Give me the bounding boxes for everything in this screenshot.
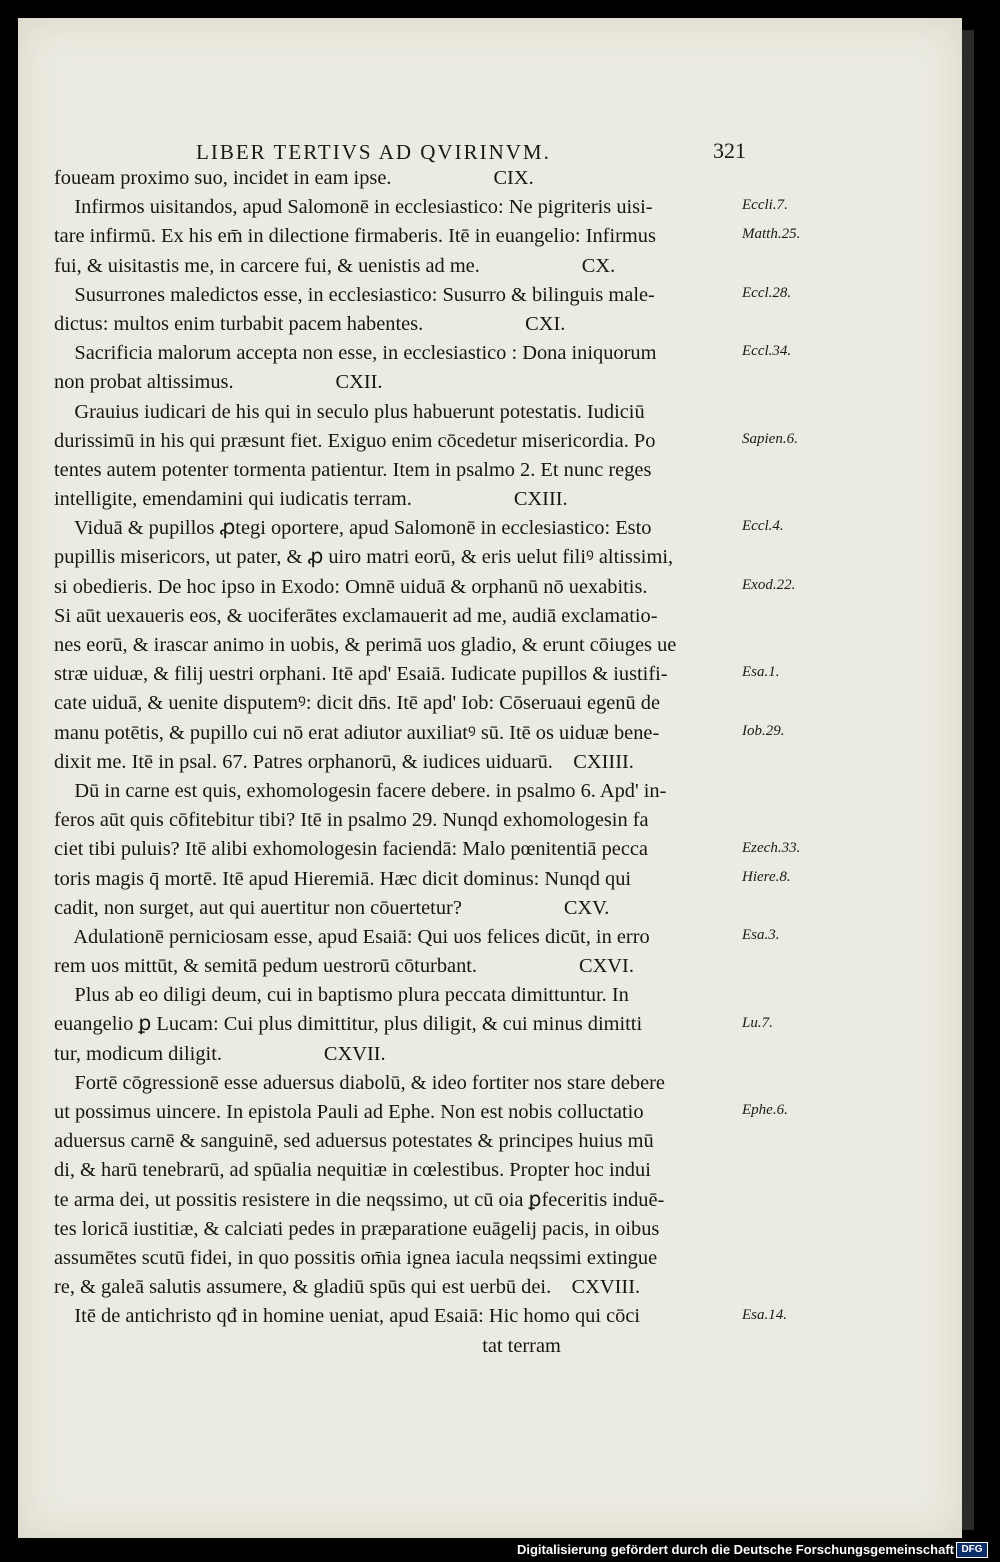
text-line: tat terram [54, 1334, 561, 1357]
margin-reference: Matth.25. [742, 226, 801, 243]
text-line: aduersus carnē & sanguinē, sed aduersus potestates & principes huius mū [54, 1130, 654, 1153]
text-line: cate uiduā, & uenite disputemꝰ: dicit dn̄s. Itē apd' Iob: Cōseruaui egenū de [54, 692, 661, 715]
text-line: Viduā & pupillos ꝓtegi oportere, apud Salomonē in ecclesiastico: Esto [54, 517, 652, 540]
margin-reference: Eccl.34. [742, 343, 792, 360]
text-line: assumētes scutū fidei, in quo possitis om̄ia ignea iacula neqssimi extingue [54, 1246, 658, 1269]
text-line: pupillis misericors, ut pater, & ꝓ uiro matri eorū, & eris uelut filiꝰ altissimi, [54, 546, 674, 569]
text-block [54, 164, 744, 1361]
page-edge-shadow [962, 30, 974, 1530]
page-header [178, 130, 778, 166]
text-line: feros aūt quis cōfitebitur tibi? Itē in psalmo 29. Nunqd exhomologesin fa [54, 809, 649, 832]
text-line: intelligite, emendamini qui iudicatis terram. CXIII. [54, 488, 568, 511]
text-line: Fortē cōgressionē esse aduersus diabolū, & ideo fortiter nos stare debere [54, 1071, 665, 1094]
text-line: euangelio ꝑ Lucam: Cui plus dimittitur, plus diligit, & cui minus dimitti [54, 1013, 643, 1036]
text-line: di, & harū tenebrarū, ad spūalia nequitiæ in cœlestibus. Propter hoc indui [54, 1159, 651, 1182]
margin-reference: Ezech.33. [742, 839, 801, 856]
text-line: ciet tibi puluis? Itē alibi exhomologesin faciendā: Malo pœnitentiā pecca [54, 838, 648, 861]
margin-reference: Esa.14. [742, 1306, 787, 1323]
text-line: tentes autem potenter tormenta patientur. Item in psalmo 2. Et nunc reges [54, 458, 652, 481]
text-line: toris magis q̄ mortē. Itē apud Hieremiā. Hæc dicit dominus: Nunqd qui [54, 867, 632, 890]
text-line: rem uos mittūt, & semitā pedum uestrorū cōturbant. CXVI. [54, 955, 634, 978]
text-line: Dū in carne est quis, exhomologesin facere debere. in psalmo 6. Apd' in- [54, 779, 667, 802]
text-line: Adulationē perniciosam esse, apud Esaiā: Qui uos felices dicūt, in erro [54, 925, 650, 948]
margin-reference: Iob.29. [742, 722, 785, 739]
text-line: stræ uiduæ, & filij uestri orphani. Itē apd' Esaiā. Iudicate pupillos & iustifi- [54, 663, 668, 686]
book-page [18, 18, 962, 1538]
text-line: tare infirmū. Ex his em̄ in dilectione firmaberis. Itē in euangelio: Infirmus [54, 225, 656, 248]
dfg-logo: DFG [956, 1542, 988, 1558]
margin-reference: Lu.7. [742, 1014, 773, 1031]
page-number: 321 [713, 138, 746, 163]
digitization-credit: Digitalisierung gefördert durch die Deutsche Forschungsgemeinschaft [516, 1542, 954, 1557]
text-line: durissimū in his qui præsunt fiet. Exiguo enim cōcedetur misericordia. Po [54, 429, 656, 452]
margin-reference: Eccl.28. [742, 284, 792, 301]
text-line: ut possimus uincere. In epistola Pauli ad Ephe. Non est nobis colluctatio [54, 1101, 644, 1123]
margin-reference: Eccl.4. [742, 518, 784, 535]
text-line: Itē de antichristo qđ in homine ueniat, apud Esaiā: Hic homo qui cōci [54, 1305, 641, 1328]
text-line: tur, modicum diligit. CXVII. [54, 1042, 386, 1065]
text-line: Sacrificia malorum accepta non esse, in ecclesiastico : Dona iniquorum [54, 342, 657, 365]
text-line: Si aūt uexaueris eos, & uociferātes exclamauerit ad me, audiā exclamatio- [54, 604, 658, 627]
text-line: fui, & uisitastis me, in carcere fui, & uenistis ad me. CX. [54, 254, 616, 277]
text-line: Infirmos uisitandos, apud Salomonē in ecclesiastico: Ne pigriteris uisi- [54, 196, 653, 219]
margin-reference: Esa.3. [742, 927, 780, 944]
text-line: foueam proximo suo, incidet in eam ipse. CIX. [54, 167, 534, 189]
footer-bar [0, 1538, 1000, 1562]
text-line: cadit, non surget, aut qui auertitur non cōuertetur? CXV. [54, 896, 610, 919]
margin-reference: Eccli.7. [742, 197, 788, 214]
margin-reference: Exod.22. [742, 576, 796, 593]
text-line: dictus: multos enim turbabit pacem habentes. CXI. [54, 312, 566, 335]
margin-reference: Ephe.6. [742, 1102, 788, 1119]
margin-reference: Hiere.8. [742, 868, 791, 885]
margin-reference: Sapien.6. [742, 430, 798, 447]
text-line: re, & galeā salutis assumere, & gladiū spūs qui est uerbū dei. CXVIII. [54, 1276, 641, 1299]
text-line: te arma dei, ut possitis resistere in die neqssimo, ut cū oia ꝑfeceritis induē- [54, 1188, 665, 1211]
text-line: dixit me. Itē in psal. 67. Patres orphanorū, & iudices uiduarū. CXIIII. [54, 750, 634, 773]
text-line: tes loricā iustitiæ, & calciati pedes in præparatione euāgelij pacis, in oibus [54, 1217, 660, 1240]
text-line: Susurrones maledictos esse, in ecclesiastico: Susurro & bilinguis male- [54, 283, 655, 306]
text-line: Plus ab eo diligi deum, cui in baptismo plura peccata dimittuntur. In [54, 984, 629, 1007]
text-line: non probat altissimus. CXII. [54, 371, 383, 394]
text-line: nes eorū, & irascar animo in uobis, & perimā uos gladio, & erunt cōiuges ue [54, 634, 677, 656]
running-title: LIBER TERTIVS AD QVIRINVM. [196, 140, 551, 164]
text-line: si obedieris. De hoc ipso in Exodo: Omnē uiduā & orphanū nō uexabitis. [54, 575, 648, 598]
text-line: Grauius iudicari de his qui in seculo plus habuerunt potestatis. Iudiciū [54, 400, 645, 423]
text-line: manu potētis, & pupillo cui nō erat adiutor auxiliatꝰ sū. Itē os uiduæ bene- [54, 721, 660, 744]
margin-reference: Esa.1. [742, 664, 780, 681]
